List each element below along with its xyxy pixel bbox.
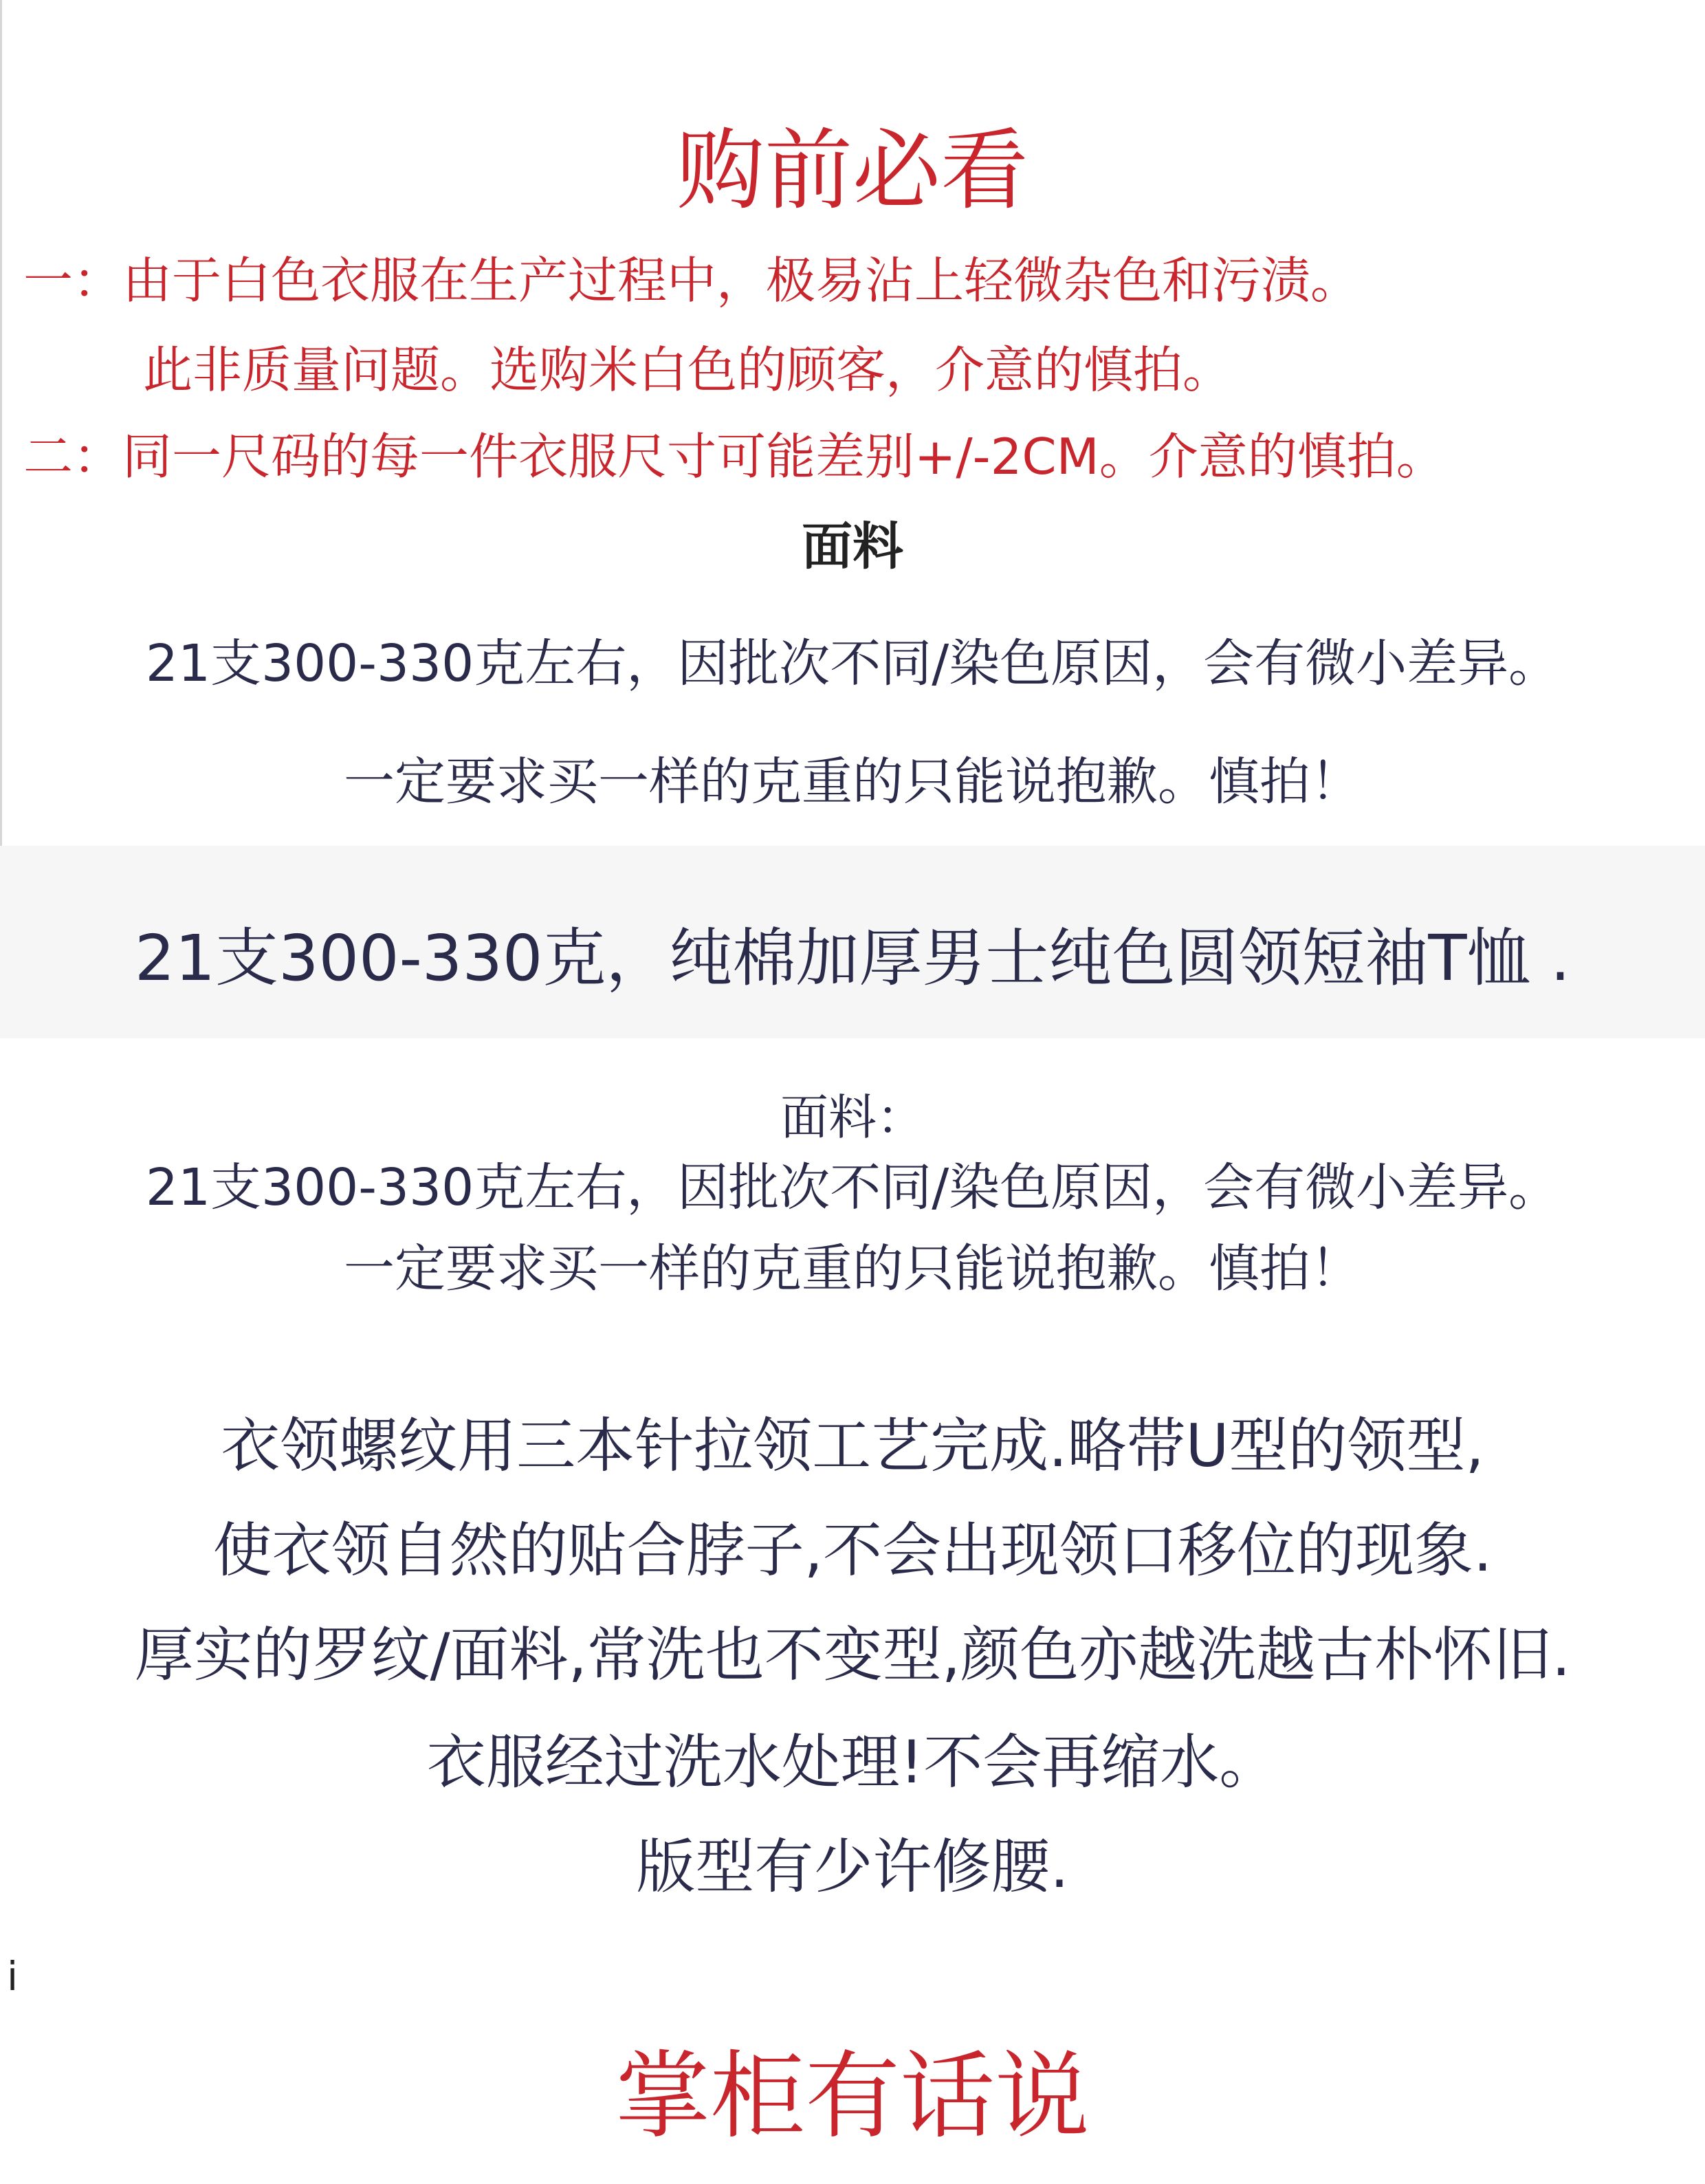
- fabric-detail-apology: 一定要求买一样的克重的只能说抱歉。慎拍！: [344, 1239, 1361, 1298]
- notice-item-2: 二：同一尺码的每一件衣服尺寸可能差别+/-2CM。介意的慎拍。: [23, 428, 1446, 485]
- fabric-heading: 面料: [802, 517, 903, 576]
- shopkeeper-title: 掌柜有话说: [615, 2041, 1090, 2152]
- notice-item-1-line-2: 此非质量问题。选购米白色的顾客，介意的慎拍。: [143, 341, 1233, 399]
- description-line-4: 衣服经过洗水处理!不会再缩水。: [426, 1728, 1279, 1797]
- stray-character: i: [7, 1953, 19, 2000]
- notice-item-1-line-1: 一：由于白色衣服在生产过程中，极易沾上轻微杂色和污渍。: [23, 252, 1361, 309]
- fabric-weight-note: 21支300-330克左右，因批次不同/染色原因，会有微小差异。: [145, 634, 1560, 693]
- notice-title: 购前必看: [676, 120, 1028, 222]
- description-line-3: 厚实的罗纹/面料,常洗也不变型,颜色亦越洗越古朴怀旧.: [134, 1621, 1571, 1690]
- description-line-5: 版型有少许修腰.: [636, 1833, 1069, 1901]
- description-line-1: 衣领螺纹用三本针拉领工艺完成.略带U型的领型,: [221, 1412, 1484, 1481]
- fabric-detail-heading: 面料：: [780, 1089, 925, 1146]
- product-title: 21支300-330克，纯棉加厚男士纯色圆领短袖T恤 .: [134, 921, 1571, 995]
- description-line-2: 使衣领自然的贴合脖子,不会出现领口移位的现象.: [212, 1516, 1493, 1585]
- fabric-detail-weight: 21支300-330克左右，因批次不同/染色原因，会有微小差异。: [145, 1158, 1560, 1217]
- fabric-apology-note: 一定要求买一样的克重的只能说抱歉。慎拍！: [344, 752, 1361, 811]
